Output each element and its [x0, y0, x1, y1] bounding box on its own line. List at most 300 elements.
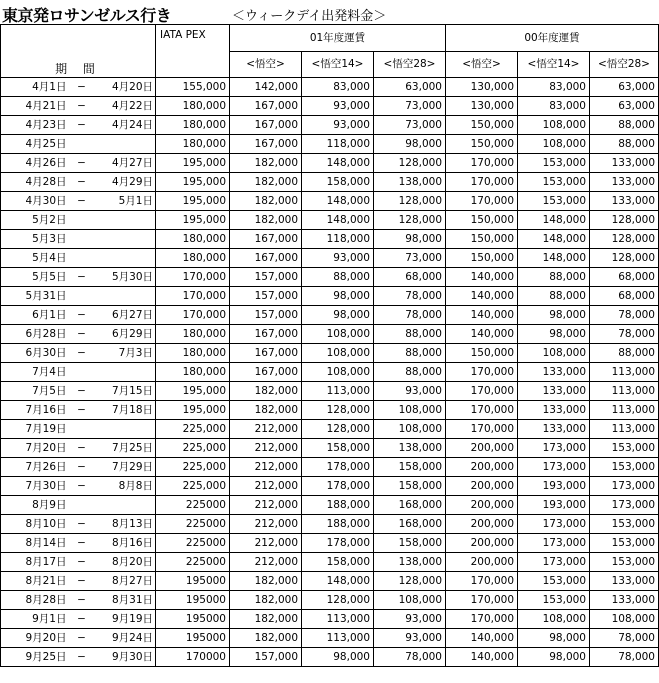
fare-00-goku28: 108,000	[590, 610, 659, 629]
fare-01-goku: 182,000	[230, 629, 302, 648]
fare-01-goku: 157,000	[230, 648, 302, 667]
period-dash: −	[67, 78, 97, 97]
period-from: 9月25日	[1, 648, 67, 667]
table-row	[1, 154, 659, 173]
fare-01-goku14: 128,000	[302, 591, 374, 610]
fare-00-goku: 200,000	[446, 496, 518, 515]
fare-01-goku28: 158,000	[374, 534, 446, 553]
fare-01-goku: 212,000	[230, 477, 302, 496]
iata-fare: 225000	[156, 534, 230, 553]
iata-fare: 195,000	[156, 401, 230, 420]
fare-00-goku14: 173,000	[518, 439, 590, 458]
period-dash: −	[67, 97, 97, 116]
fare-00-goku: 170,000	[446, 173, 518, 192]
header-row-1	[1, 25, 659, 52]
fare-00-goku28: 153,000	[590, 553, 659, 572]
fare-01-goku14: 128,000	[302, 420, 374, 439]
period-from: 4月28日	[1, 173, 67, 192]
period-from: 8月17日	[1, 553, 67, 572]
fare-00-goku28: 113,000	[590, 363, 659, 382]
period-from: 5月2日	[1, 211, 67, 230]
fare-01-goku: 212,000	[230, 420, 302, 439]
table-row	[1, 173, 659, 192]
fare-00-goku: 170,000	[446, 401, 518, 420]
sub-header-goku-01: <悟空>	[230, 51, 302, 78]
period-from: 5月3日	[1, 230, 67, 249]
fare-01-goku14: 93,000	[302, 249, 374, 268]
fare-00-goku14: 173,000	[518, 458, 590, 477]
fare-01-goku28: 158,000	[374, 477, 446, 496]
fare-00-goku28: 63,000	[590, 78, 659, 97]
fare-01-goku14: 178,000	[302, 458, 374, 477]
table-row	[1, 572, 659, 591]
period-dash: −	[67, 306, 97, 325]
period-dash	[67, 249, 97, 268]
fare-01-goku: 157,000	[230, 306, 302, 325]
period-dash	[67, 363, 97, 382]
period-dash: −	[67, 401, 97, 420]
period-dash	[67, 287, 97, 306]
fare-00-goku28: 88,000	[590, 116, 659, 135]
fare-01-goku28: 88,000	[374, 325, 446, 344]
table-row	[1, 78, 659, 97]
period-from: 8月14日	[1, 534, 67, 553]
fare-00-goku28: 78,000	[590, 325, 659, 344]
year01-header: 01年度運賃	[230, 25, 446, 52]
period-dash: −	[67, 382, 97, 401]
table-row	[1, 477, 659, 496]
table-row	[1, 325, 659, 344]
period-dash: −	[67, 154, 97, 173]
period-to: 9月19日	[97, 610, 156, 629]
period-from: 5月5日	[1, 268, 67, 287]
fare-01-goku14: 113,000	[302, 382, 374, 401]
period-to: 5月1日	[97, 192, 156, 211]
fare-00-goku28: 153,000	[590, 458, 659, 477]
fare-00-goku14: 133,000	[518, 382, 590, 401]
period-from: 6月30日	[1, 344, 67, 363]
fare-00-goku14: 153,000	[518, 591, 590, 610]
period-to	[97, 211, 156, 230]
period-dash: −	[67, 116, 97, 135]
iata-fare: 195,000	[156, 192, 230, 211]
period-from: 8月9日	[1, 496, 67, 515]
sub-header-goku14-00: <悟空14>	[518, 51, 590, 78]
fare-01-goku: 212,000	[230, 439, 302, 458]
sub-header-goku-00: <悟空>	[446, 51, 518, 78]
fare-01-goku14: 148,000	[302, 192, 374, 211]
fare-00-goku28: 113,000	[590, 420, 659, 439]
period-to: 8月16日	[97, 534, 156, 553]
period-from: 5月4日	[1, 249, 67, 268]
fare-01-goku28: 68,000	[374, 268, 446, 287]
period-to	[97, 496, 156, 515]
table-row	[1, 287, 659, 306]
period-dash	[67, 230, 97, 249]
fare-00-goku28: 113,000	[590, 401, 659, 420]
iata-fare: 180,000	[156, 230, 230, 249]
fare-00-goku28: 88,000	[590, 135, 659, 154]
period-to: 6月27日	[97, 306, 156, 325]
period-to: 4月24日	[97, 116, 156, 135]
fare-00-goku28: 78,000	[590, 648, 659, 667]
table-row	[1, 534, 659, 553]
period-to: 7月18日	[97, 401, 156, 420]
fare-00-goku: 170,000	[446, 192, 518, 211]
iata-fare: 170,000	[156, 268, 230, 287]
fare-00-goku28: 68,000	[590, 268, 659, 287]
iata-fare: 195000	[156, 629, 230, 648]
fare-01-goku28: 128,000	[374, 192, 446, 211]
iata-fare: 180,000	[156, 135, 230, 154]
fare-01-goku28: 93,000	[374, 629, 446, 648]
fare-01-goku14: 98,000	[302, 306, 374, 325]
period-dash: −	[67, 344, 97, 363]
fare-00-goku: 200,000	[446, 553, 518, 572]
fare-01-goku28: 108,000	[374, 591, 446, 610]
fare-01-goku28: 63,000	[374, 78, 446, 97]
iata-fare: 180,000	[156, 344, 230, 363]
period-from: 8月28日	[1, 591, 67, 610]
period-to: 9月24日	[97, 629, 156, 648]
iata-fare: 195000	[156, 591, 230, 610]
period-dash	[67, 135, 97, 154]
period-dash: −	[67, 515, 97, 534]
fare-01-goku: 167,000	[230, 363, 302, 382]
iata-fare: 195,000	[156, 382, 230, 401]
fare-00-goku: 200,000	[446, 458, 518, 477]
period-from: 4月26日	[1, 154, 67, 173]
iata-fare: 195,000	[156, 173, 230, 192]
iata-fare: 225000	[156, 553, 230, 572]
table-row	[1, 496, 659, 515]
iata-fare: 180,000	[156, 363, 230, 382]
fare-01-goku28: 73,000	[374, 249, 446, 268]
iata-fare: 225,000	[156, 477, 230, 496]
fare-00-goku: 140,000	[446, 629, 518, 648]
iata-fare: 180,000	[156, 249, 230, 268]
fare-01-goku14: 148,000	[302, 572, 374, 591]
period-dash: −	[67, 477, 97, 496]
fare-01-goku28: 128,000	[374, 154, 446, 173]
iata-fare: 170000	[156, 648, 230, 667]
fare-01-goku14: 113,000	[302, 610, 374, 629]
fare-00-goku14: 83,000	[518, 78, 590, 97]
fare-01-goku14: 118,000	[302, 230, 374, 249]
fare-01-goku28: 78,000	[374, 306, 446, 325]
table-row	[1, 420, 659, 439]
table-row	[1, 591, 659, 610]
fare-01-goku28: 78,000	[374, 648, 446, 667]
fare-00-goku: 170,000	[446, 610, 518, 629]
period-dash: −	[67, 458, 97, 477]
fare-00-goku14: 148,000	[518, 211, 590, 230]
fare-01-goku14: 93,000	[302, 116, 374, 135]
fare-01-goku14: 98,000	[302, 648, 374, 667]
fare-00-goku28: 128,000	[590, 230, 659, 249]
iata-fare: 225000	[156, 515, 230, 534]
period-to: 8月27日	[97, 572, 156, 591]
period-dash: −	[67, 572, 97, 591]
fare-01-goku: 167,000	[230, 97, 302, 116]
table-row	[1, 230, 659, 249]
fare-01-goku14: 93,000	[302, 97, 374, 116]
fare-00-goku: 130,000	[446, 97, 518, 116]
fare-01-goku: 212,000	[230, 553, 302, 572]
period-dash: −	[67, 591, 97, 610]
fare-00-goku: 170,000	[446, 154, 518, 173]
title-row	[0, 0, 659, 24]
period-to: 8月8日	[97, 477, 156, 496]
fare-00-goku28: 63,000	[590, 97, 659, 116]
period-to: 8月20日	[97, 553, 156, 572]
fare-01-goku: 167,000	[230, 344, 302, 363]
fare-00-goku28: 113,000	[590, 382, 659, 401]
period-to	[97, 135, 156, 154]
iata-fare: 180,000	[156, 97, 230, 116]
fare-00-goku: 170,000	[446, 591, 518, 610]
iata-header: IATA PEX	[156, 25, 230, 78]
fare-01-goku28: 108,000	[374, 420, 446, 439]
fare-01-goku28: 93,000	[374, 382, 446, 401]
fare-01-goku: 167,000	[230, 249, 302, 268]
fare-01-goku28: 138,000	[374, 439, 446, 458]
period-to: 4月27日	[97, 154, 156, 173]
period-from: 7月16日	[1, 401, 67, 420]
period-from: 9月20日	[1, 629, 67, 648]
fare-00-goku: 170,000	[446, 420, 518, 439]
table-row	[1, 610, 659, 629]
fare-00-goku28: 133,000	[590, 192, 659, 211]
period-header: 期 間	[55, 62, 101, 76]
period-from: 7月19日	[1, 420, 67, 439]
period-from: 5月31日	[1, 287, 67, 306]
fare-00-goku28: 173,000	[590, 477, 659, 496]
fare-00-goku28: 133,000	[590, 173, 659, 192]
fare-00-goku: 200,000	[446, 515, 518, 534]
fare-01-goku14: 178,000	[302, 534, 374, 553]
year00-header: 00年度運賃	[446, 25, 659, 52]
fare-00-goku14: 108,000	[518, 610, 590, 629]
iata-fare: 195,000	[156, 154, 230, 173]
period-from: 6月1日	[1, 306, 67, 325]
fare-00-goku: 150,000	[446, 116, 518, 135]
fare-00-goku14: 108,000	[518, 135, 590, 154]
period-to: 7月15日	[97, 382, 156, 401]
fare-01-goku: 157,000	[230, 268, 302, 287]
fare-01-goku28: 88,000	[374, 344, 446, 363]
period-to	[97, 363, 156, 382]
period-dash	[67, 496, 97, 515]
fare-00-goku: 140,000	[446, 287, 518, 306]
sub-header-goku14-01: <悟空14>	[302, 51, 374, 78]
table-row	[1, 458, 659, 477]
fare-01-goku28: 108,000	[374, 401, 446, 420]
period-to	[97, 420, 156, 439]
fare-00-goku14: 193,000	[518, 477, 590, 496]
period-to	[97, 249, 156, 268]
fare-00-goku: 130,000	[446, 78, 518, 97]
fare-01-goku: 182,000	[230, 192, 302, 211]
fare-00-goku28: 128,000	[590, 211, 659, 230]
period-to: 6月29日	[97, 325, 156, 344]
fare-00-goku: 150,000	[446, 249, 518, 268]
fare-00-goku28: 153,000	[590, 534, 659, 553]
fare-01-goku: 182,000	[230, 154, 302, 173]
table-row	[1, 97, 659, 116]
iata-fare: 195000	[156, 572, 230, 591]
iata-fare: 180,000	[156, 325, 230, 344]
fare-00-goku14: 153,000	[518, 192, 590, 211]
period-to: 5月30日	[97, 268, 156, 287]
fare-00-goku14: 173,000	[518, 515, 590, 534]
fare-00-goku14: 98,000	[518, 648, 590, 667]
fare-01-goku28: 73,000	[374, 97, 446, 116]
fare-01-goku: 167,000	[230, 325, 302, 344]
fare-00-goku14: 173,000	[518, 553, 590, 572]
fare-00-goku14: 148,000	[518, 249, 590, 268]
fare-00-goku14: 148,000	[518, 230, 590, 249]
fare-00-goku14: 98,000	[518, 306, 590, 325]
fare-00-goku: 200,000	[446, 439, 518, 458]
fare-01-goku: 182,000	[230, 572, 302, 591]
period-dash: −	[67, 648, 97, 667]
fare-01-goku: 182,000	[230, 401, 302, 420]
fare-00-goku28: 78,000	[590, 629, 659, 648]
fare-00-goku: 150,000	[446, 230, 518, 249]
table-row	[1, 268, 659, 287]
period-dash: −	[67, 325, 97, 344]
period-dash: −	[67, 610, 97, 629]
fare-01-goku14: 188,000	[302, 496, 374, 515]
table-row	[1, 382, 659, 401]
period-from: 8月10日	[1, 515, 67, 534]
fare-01-goku28: 158,000	[374, 458, 446, 477]
iata-fare: 170,000	[156, 287, 230, 306]
fare-00-goku: 140,000	[446, 325, 518, 344]
period-from: 7月30日	[1, 477, 67, 496]
period-from: 7月20日	[1, 439, 67, 458]
iata-fare: 170,000	[156, 306, 230, 325]
iata-fare: 180,000	[156, 116, 230, 135]
period-dash: −	[67, 192, 97, 211]
period-to: 9月30日	[97, 648, 156, 667]
table-row	[1, 192, 659, 211]
fare-table	[0, 24, 659, 667]
table-row	[1, 344, 659, 363]
period-to: 4月20日	[97, 78, 156, 97]
fare-00-goku14: 153,000	[518, 173, 590, 192]
period-dash: −	[67, 629, 97, 648]
fare-00-goku: 140,000	[446, 306, 518, 325]
fare-00-goku: 140,000	[446, 648, 518, 667]
period-to: 8月31日	[97, 591, 156, 610]
fare-01-goku: 167,000	[230, 135, 302, 154]
fare-01-goku28: 98,000	[374, 230, 446, 249]
fare-00-goku28: 153,000	[590, 439, 659, 458]
fare-00-goku28: 78,000	[590, 306, 659, 325]
table-row	[1, 439, 659, 458]
period-to: 7月29日	[97, 458, 156, 477]
iata-fare: 155,000	[156, 78, 230, 97]
fare-01-goku14: 128,000	[302, 401, 374, 420]
sub-header-goku28-00: <悟空28>	[590, 51, 659, 78]
fare-01-goku14: 148,000	[302, 211, 374, 230]
period-from: 9月1日	[1, 610, 67, 629]
fare-01-goku28: 168,000	[374, 515, 446, 534]
fare-00-goku14: 108,000	[518, 116, 590, 135]
fare-01-goku14: 158,000	[302, 553, 374, 572]
fare-00-goku28: 153,000	[590, 515, 659, 534]
period-to: 7月3日	[97, 344, 156, 363]
table-row	[1, 249, 659, 268]
fare-00-goku: 150,000	[446, 344, 518, 363]
fare-01-goku: 182,000	[230, 211, 302, 230]
iata-fare: 195,000	[156, 211, 230, 230]
fare-01-goku28: 128,000	[374, 211, 446, 230]
fare-01-goku: 212,000	[230, 515, 302, 534]
period-to: 7月25日	[97, 439, 156, 458]
fare-00-goku: 200,000	[446, 477, 518, 496]
fare-01-goku14: 158,000	[302, 439, 374, 458]
fare-00-goku14: 88,000	[518, 268, 590, 287]
period-from: 7月5日	[1, 382, 67, 401]
fare-01-goku28: 78,000	[374, 287, 446, 306]
fare-01-goku28: 138,000	[374, 173, 446, 192]
fare-01-goku: 157,000	[230, 287, 302, 306]
period-dash: −	[67, 553, 97, 572]
fare-00-goku14: 108,000	[518, 344, 590, 363]
fare-00-goku: 170,000	[446, 572, 518, 591]
fare-01-goku28: 128,000	[374, 572, 446, 591]
fare-01-goku14: 178,000	[302, 477, 374, 496]
fare-00-goku: 170,000	[446, 382, 518, 401]
fare-01-goku14: 118,000	[302, 135, 374, 154]
fare-00-goku14: 133,000	[518, 363, 590, 382]
period-dash: −	[67, 534, 97, 553]
table-row	[1, 648, 659, 667]
period-from: 7月26日	[1, 458, 67, 477]
fare-01-goku: 212,000	[230, 458, 302, 477]
table-row	[1, 401, 659, 420]
period-from: 4月30日	[1, 192, 67, 211]
fare-01-goku28: 73,000	[374, 116, 446, 135]
fare-01-goku14: 108,000	[302, 325, 374, 344]
table-row	[1, 629, 659, 648]
table-row	[1, 306, 659, 325]
period-from: 8月21日	[1, 572, 67, 591]
table-row	[1, 135, 659, 154]
fare-00-goku: 150,000	[446, 135, 518, 154]
period-header-cell	[1, 25, 156, 78]
iata-fare: 225,000	[156, 458, 230, 477]
period-dash	[67, 420, 97, 439]
fare-00-goku14: 193,000	[518, 496, 590, 515]
fare-01-goku28: 168,000	[374, 496, 446, 515]
page-title: 東京発ロサンゼルス行き	[2, 6, 172, 25]
period-dash	[67, 211, 97, 230]
period-from: 6月28日	[1, 325, 67, 344]
fare-01-goku14: 113,000	[302, 629, 374, 648]
period-from: 4月25日	[1, 135, 67, 154]
fare-00-goku28: 128,000	[590, 249, 659, 268]
sub-header-goku28-01: <悟空28>	[374, 51, 446, 78]
table-row	[1, 211, 659, 230]
fare-00-goku14: 88,000	[518, 287, 590, 306]
fare-00-goku14: 153,000	[518, 572, 590, 591]
fare-01-goku14: 108,000	[302, 344, 374, 363]
fare-01-goku14: 158,000	[302, 173, 374, 192]
